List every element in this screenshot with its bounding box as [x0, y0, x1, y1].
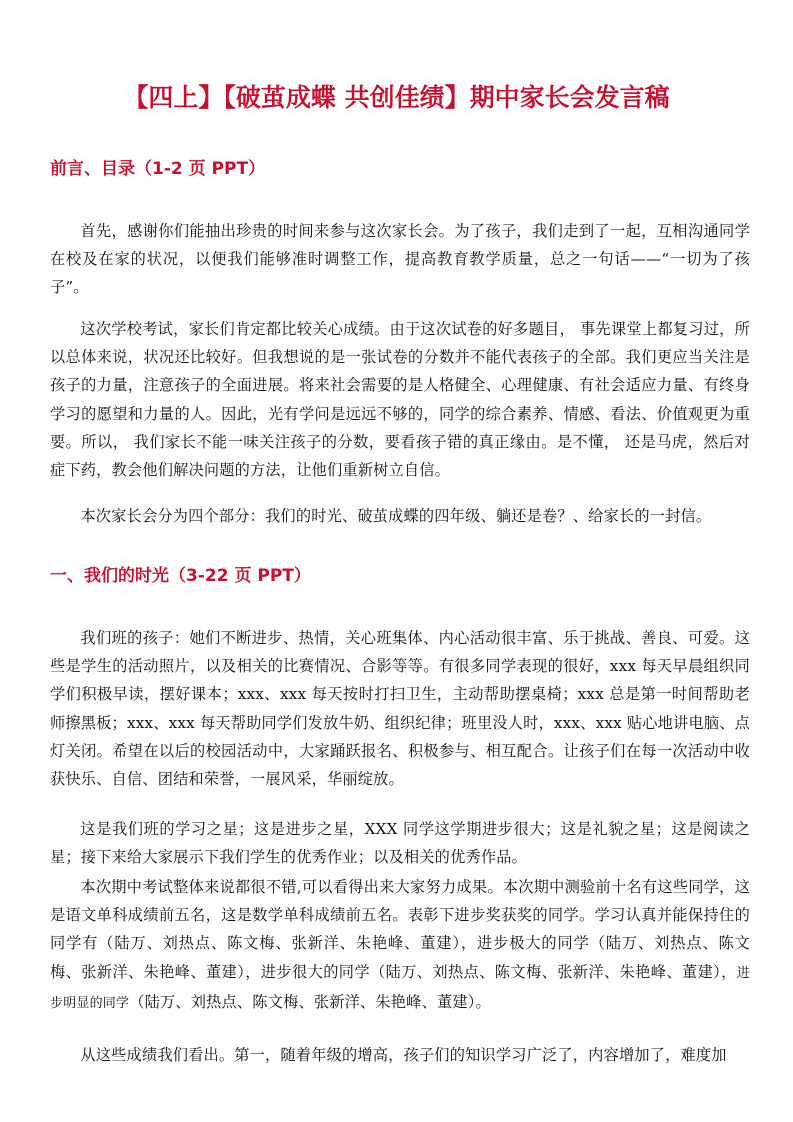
document-title: 【四上】【破茧成蝶 共创佳绩】期中家长会发言稿 — [123, 83, 670, 112]
paragraph-midterm — [50, 873, 750, 1018]
paragraph-our-class: 我们班的孩子：她们不断进步、热情，关心班集体、内心活动很丰富、乐于挑战、善良、可爱。这些是学生的活动照片，以及相关的比赛情况、合影等等。有很多同学表现的很好，xxx 每天早晨组织同学们积极早读，摆好课本；xxx、xxx 每天按时打扫卫生，主动帮助摆桌椅；xxx 总是第一时间帮助老师擦黑板；xxx、xxx 每天帮助同学们发放牛奶、组织纪律；班里没人时，xxx、xxx 贴心地讲电脑、点灯关闭。希望在以后的校园活动中，大家踊跃报名、积极参与、相互配合。让孩子们在每一次活动中收获快乐、自信、团结和荣誉，一展风采，华丽绽放。 — [50, 629, 750, 789]
paragraph-exam: 这次学校考试，家长们肯定都比较关心成绩。由于这次试卷的好多题目， 事先课堂上都复习过，所以总体来说，状况还比较好。但我想说的是一张试卷的分数并不能代表孩子的全部。我们更应当关注是孩子的力量，注意孩子的全面进展。将来社会需要的是人格健全、心理健康、有社会适应力量、有终身学习的愿望和力量的人。因此，光有学问是远远不够的，同学的综合素养、情感、看法、价值观更为重要。所以， 我们家长不能一味关注孩子的分数，要看孩子错的真正缘由。是不懂， 还是马虎，然后对症下药，教会他们解决问题的方法，让他们重新树立自信。 — [50, 320, 750, 480]
midterm-small-text: 进步明显的同学 — [50, 965, 750, 1011]
paragraph-thanks: 首先，感谢你们能抽出珍贵的时间来参与这次家长会。为了孩子，我们走到了一起，互相沟通同学在校及在家的状况，以便我们能够准时调整工作，提高教育教学质量，总之一句话——“一切为了孩子”。 — [50, 222, 750, 297]
midterm-text: 本次期中考试整体来说都很不错,可以看得出来大家努力成果。本次期中测验前十名有这些同学，这是语文单科成绩前五名，这是数学单科成绩前五名。表彰下进步奖获奖的同学。学习认真并能保持住的同学有（陆万、刘热点、陈文梅、张新洋、朱艳峰、董建），进步极大的同学（陆万、刘热点、陈文梅、张新洋、朱艳峰、董建），进步很大的同学（陆万、刘热点、陈文梅、张新洋、朱艳峰、董建）， — [50, 878, 750, 981]
paragraph-results: 从这些成绩我们看出。第一，随着年级的增高，孩子们的知识学习广泛了，内容增加了，难度加 — [80, 1046, 727, 1064]
section-heading-preface: 前言、目录（1-2 页 PPT） — [50, 159, 266, 179]
section-heading-our-time: 一、我们的时光（3-22 页 PPT） — [50, 566, 311, 586]
paragraph-stars: 这是我们班的学习之星；这是进步之星，XXX 同学这学期进步很大；这是礼貌之星；这是阅读之星；接下来给大家展示下我们学生的优秀作业；以及相关的优秀作品。 — [50, 820, 750, 867]
paragraph-agenda: 本次家长会分为四个部分：我们的时光、破茧成蝶的四年级、躺还是卷？、给家长的一封信。 — [80, 507, 712, 525]
midterm-tail-text: （陆万、刘热点、陈文梅、张新洋、朱艳峰、董建）。 — [129, 992, 491, 1011]
